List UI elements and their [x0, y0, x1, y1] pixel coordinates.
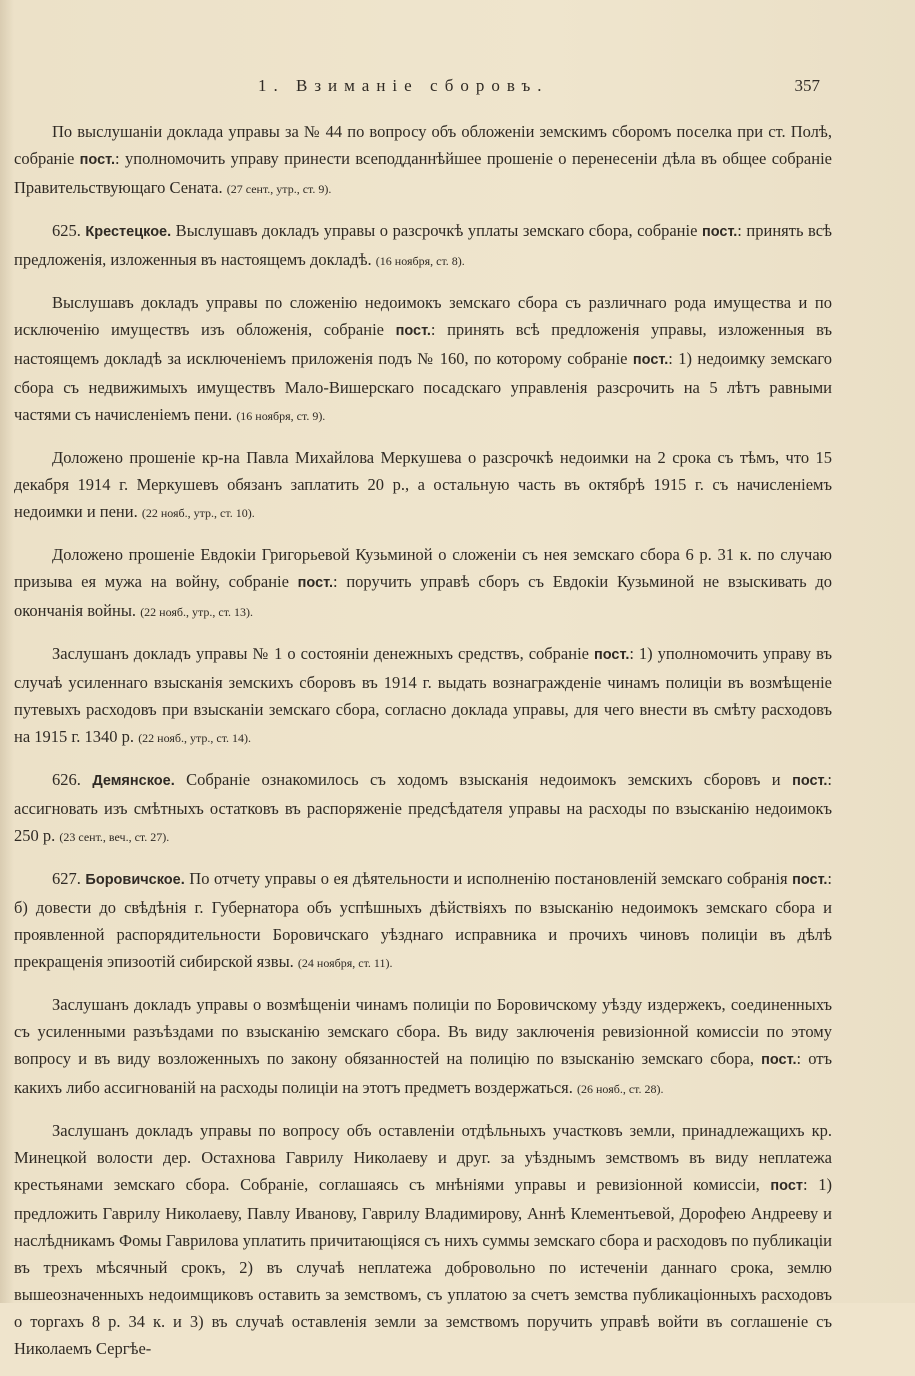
paragraph-text: Заслушанъ докладъ управы № 1 о состояніи денежныхъ средствъ, собраніе: [52, 644, 594, 663]
paragraph-text: Выслушавъ докладъ управы о разсрочкѣ уплаты земскаго сбора, собраніе: [171, 221, 702, 240]
paragraph-text: По отчету управы о ея дѣятельности и исполненію постановленій земскаго собранія: [184, 869, 793, 888]
keyword: пост.: [79, 152, 116, 168]
paragraph: [14, 444, 832, 527]
session-reference: (24 ноября, ст. 11).: [297, 956, 393, 970]
paragraph-text: : отъ какихъ либо ассигнованій на расходы полиціи на этотъ предметъ воздержаться.: [14, 1049, 833, 1097]
keyword: пост.: [701, 224, 738, 240]
paragraph-text: По выслушаніи доклада управы за № 44 по вопросу объ обложеніи земскимъ сборомъ поселка при ст. Полѣ, собраніе: [14, 122, 832, 168]
paragraph-text: : 1) недоимку земскаго сбора съ недвижимыхъ имуществъ Мало-Вишерскаго посадскаго управленія разсрочить на 5 лѣтъ равными частями съ начисленіемъ пени.: [14, 349, 832, 424]
paragraph-text: : принять всѣ предложенія, изложенныя въ настоящемъ докладѣ.: [14, 221, 832, 269]
keyword: пост.: [632, 352, 669, 368]
paragraph-text: : уполномочить управу принести всеподданнѣйшее прошеніе о перенесеніи дѣла въ общее собраніе Правительствующаго Сената.: [14, 149, 832, 197]
paragraph: [14, 766, 832, 851]
keyword: пост.: [761, 1052, 797, 1068]
keyword: пост.: [297, 575, 334, 591]
paragraph-text: : принять всѣ предложенія управы, изложенныя въ настоящемъ докладѣ за исключеніемъ приложенія подъ № 160, по которому собраніе: [14, 320, 832, 368]
paragraph-text: : 1) уполномочить управу въ случаѣ усиленнаго взысканія земскихъ сборовъ въ 1914 г. выдать вознагражденіе чинамъ полиціи въ возмѣщеніе путевыхъ расходовъ при взысканіи земскаго сбора, согласно доклада управы, для чего внести въ смѣту расходовъ на 1915 г. 1340 р.: [14, 644, 832, 746]
paragraph: [14, 640, 832, 752]
paragraph: [14, 541, 832, 626]
keyword: пост.: [792, 872, 828, 888]
paragraph-text: : поручить управѣ сборъ съ Евдокіи Кузьминой не взыскивать до окончанія войны.: [14, 572, 832, 620]
paragraph-text: Выслушавъ докладъ управы по сложенію недоимокъ земскаго сбора съ различнаго рода имущества и по исключенію имуществъ изъ обложенія, собраніе: [14, 293, 832, 339]
session-reference: (26 нояб., ст. 28).: [577, 1082, 664, 1096]
keyword: пост.: [792, 773, 828, 789]
paragraph: [14, 865, 832, 977]
paragraph-text: 626.: [52, 770, 93, 789]
paragraph-text: : б) довести до свѣдѣнія г. Губернатора объ успѣшныхъ дѣйствіяхъ по взысканію недоимокъ земскаго сбора и проявленной распорядительности Боровичскаго уѣзднаго исправника и прочихъ чиновъ полиціи въ дѣлѣ прекращенія эпизоотій сибирской язвы.: [14, 869, 833, 971]
keyword: Крестецкое.: [85, 224, 172, 240]
keyword: пост.: [395, 323, 431, 339]
keyword: пост.: [594, 647, 630, 663]
paragraph: [14, 118, 832, 203]
paragraph: [14, 991, 832, 1103]
paragraph-text: Заслушанъ докладъ управы о возмѣщеніи чинамъ полиціи по Боровичскому уѣзду издержекъ, соединенныхъ съ усиленными разъѣздами по взысканію земскаго сбора. Въ виду заключенія ревизіонной комиссіи по этому вопросу и въ виду возложенныхъ по закону обязанностей на полицію по взысканію земскаго сбора,: [14, 995, 832, 1068]
session-reference: (22 нояб., утр., ст. 10).: [141, 506, 255, 520]
session-reference: (16 ноября, ст. 8).: [375, 254, 465, 268]
paragraph: [14, 217, 832, 275]
paragraph-text: Доложено прошеніе Евдокіи Григорьевой Кузьминой о сложеніи съ нея земскаго сбора 6 р. 31 к. по случаю призыва ея мужа на войну, собраніе: [14, 545, 832, 591]
section-title: 1. Взиманіе сборовъ.: [258, 76, 549, 95]
session-reference: (22 нояб., утр., ст. 14).: [138, 731, 252, 745]
paragraph-text: : ассигновать изъ смѣтныхъ остатковъ въ распоряженіе предсѣдателя управы на расходы по взысканію недоимокъ 250 р.: [14, 770, 832, 845]
paragraph-text: Заслушанъ докладъ управы по вопросу объ оставленіи отдѣльныхъ участковъ земли, принадлежащихъ кр. Минецкой волости дер. Остахнова Гаврилу Николаеву и друг. за уѣзднымъ земствомъ въ виду неплатежа крестьянами земскаго сбора. Собраніе, соглашаясь съ мнѣніями управы и ревизіонной комиссіи,: [14, 1121, 832, 1194]
keyword: пост: [770, 1178, 804, 1194]
paragraph-text: : 1) предложить Гаврилу Николаеву, Павлу Иванову, Гаврилу Владимирову, Аннѣ Клементьевой, Дорофею Андрееву и наслѣдникамъ Фомы Гаврилова уплатить причитающіяся съ нихъ суммы земскаго сбора и расходовъ по публикаціи въ трехъ мѣсячный срокъ, 2) въ случаѣ неплатежа добровольно по истеченіи даннаго срока, землю вышеозначенныхъ недоимщиковъ оставить за земствомъ, съ уплатою за счетъ земства публикаціонныхъ расходовъ о торгахъ 8 р. 34 к. и 3) въ случаѣ оставленія земли за земствомъ поручить управѣ войти въ соглашеніе съ Николаемъ Сергѣе-: [14, 1175, 832, 1358]
session-reference: (23 сент., веч., ст. 27).: [59, 830, 170, 844]
session-reference: (27 сент., утр., ст. 9).: [226, 182, 332, 196]
paragraph: [14, 1117, 832, 1362]
keyword: Демянское.: [92, 773, 175, 789]
paragraph-text: 627.: [52, 869, 86, 888]
paragraph-text: Доложено прошеніе кр-на Павла Михайлова Меркушева о разсрочкѣ недоимки на 2 срока съ тѣмъ, что 15 декабря 1914 г. Меркушевъ обязанъ заплатить 20 р., а остальную часть въ октябрѣ 1915 г. съ начисленіемъ недоимки и пени.: [14, 448, 832, 521]
paragraph: [14, 289, 832, 430]
running-header: [20, 76, 820, 96]
page-number: 357: [794, 76, 820, 95]
page-body: [14, 118, 832, 1376]
session-reference: (16 ноября, ст. 9).: [236, 409, 326, 423]
keyword: Боровичское.: [85, 872, 185, 888]
paragraph-text: 625.: [52, 221, 86, 240]
session-reference: (22 нояб., утр., ст. 13).: [140, 605, 254, 619]
paragraph-text: Собраніе ознакомилось съ ходомъ взысканія недоимокъ земскихъ сборовъ и: [174, 770, 793, 789]
